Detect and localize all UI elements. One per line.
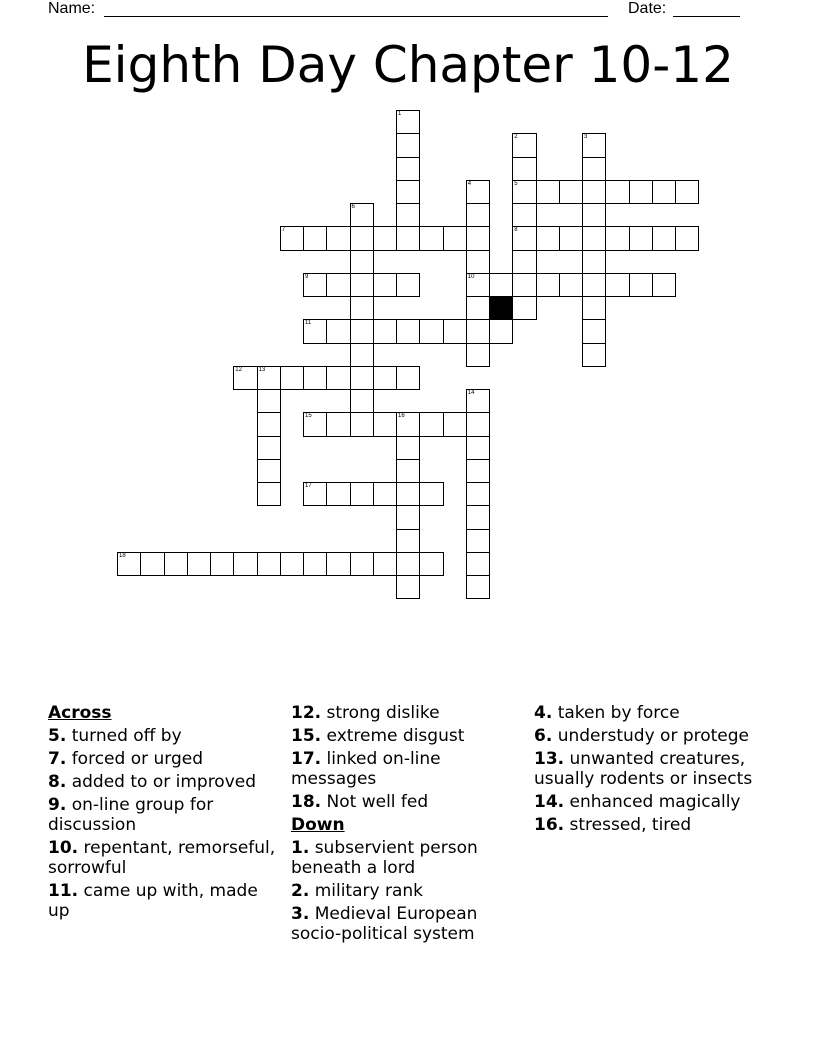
grid-cell[interactable] bbox=[466, 529, 490, 553]
grid-cell[interactable] bbox=[280, 366, 304, 390]
clue-item-text: taken by force bbox=[552, 703, 680, 723]
grid-cell[interactable] bbox=[350, 273, 374, 297]
grid-cell[interactable] bbox=[326, 482, 350, 506]
grid-cell[interactable] bbox=[396, 529, 420, 553]
grid-cell[interactable] bbox=[559, 180, 583, 204]
grid-cell[interactable] bbox=[466, 180, 490, 204]
clue-item bbox=[291, 792, 523, 812]
clue-item bbox=[48, 772, 280, 792]
clue-item bbox=[48, 749, 280, 769]
grid-cell[interactable] bbox=[443, 412, 467, 436]
clue-number: 5 bbox=[514, 180, 518, 187]
grid-cell[interactable] bbox=[489, 273, 513, 297]
grid-cell[interactable] bbox=[373, 412, 397, 436]
clue-item-number: 1. bbox=[291, 838, 310, 858]
grid-cell[interactable] bbox=[512, 133, 536, 157]
clue-item bbox=[291, 904, 523, 944]
clue-number: 12 bbox=[235, 366, 242, 373]
grid-cell[interactable] bbox=[582, 203, 606, 227]
grid-cell[interactable] bbox=[466, 575, 490, 599]
clue-number: 13 bbox=[258, 366, 266, 373]
grid-cell[interactable] bbox=[629, 273, 653, 297]
grid-cell[interactable] bbox=[373, 366, 397, 390]
grid-cell[interactable] bbox=[350, 296, 374, 320]
grid-cell[interactable] bbox=[512, 226, 536, 250]
clue-item-number: 9. bbox=[48, 795, 67, 815]
clue-item-number: 13. bbox=[534, 749, 565, 769]
grid-cell[interactable] bbox=[326, 366, 350, 390]
grid-cell[interactable] bbox=[396, 552, 420, 576]
grid-cell[interactable] bbox=[605, 180, 629, 204]
grid-cell[interactable] bbox=[536, 226, 560, 250]
grid-cell[interactable] bbox=[257, 412, 281, 436]
grid-cell[interactable] bbox=[303, 552, 327, 576]
across-heading: Across bbox=[48, 703, 112, 723]
grid-cell[interactable] bbox=[326, 319, 350, 343]
clue-item-text: enhanced magically bbox=[564, 792, 741, 812]
clue-item-text: military rank bbox=[309, 881, 423, 901]
grid-cell[interactable] bbox=[512, 296, 536, 320]
grid-cell[interactable] bbox=[303, 273, 327, 297]
grid-cell[interactable] bbox=[466, 296, 490, 320]
grid-cell[interactable] bbox=[466, 250, 490, 274]
grid-cell[interactable] bbox=[164, 552, 188, 576]
grid-cell[interactable] bbox=[512, 180, 536, 204]
grid-cell[interactable] bbox=[652, 226, 676, 250]
clue-item-number: 10. bbox=[48, 838, 79, 858]
grid-cell[interactable] bbox=[466, 226, 490, 250]
grid-cell[interactable] bbox=[233, 366, 257, 390]
grid-cell[interactable] bbox=[233, 552, 257, 576]
clue-item bbox=[291, 726, 523, 746]
grid-cell[interactable] bbox=[512, 157, 536, 181]
grid-cell[interactable] bbox=[187, 552, 211, 576]
clue-item-number: 11. bbox=[48, 881, 79, 901]
clue-item-text: added to or improved bbox=[66, 772, 257, 792]
grid-cell[interactable] bbox=[559, 273, 583, 297]
clue-item-text: forced or urged bbox=[66, 749, 204, 769]
clue-number: 15 bbox=[305, 413, 312, 420]
clue-item-text: stressed, tired bbox=[564, 815, 692, 835]
grid-cell[interactable] bbox=[536, 180, 560, 204]
clue-item bbox=[291, 838, 523, 878]
grid-cell[interactable] bbox=[582, 343, 606, 367]
grid-cell[interactable] bbox=[350, 389, 374, 413]
grid-cell[interactable] bbox=[419, 482, 443, 506]
grid-cell[interactable] bbox=[582, 296, 606, 320]
grid-cell[interactable] bbox=[396, 203, 420, 227]
grid-cell[interactable] bbox=[350, 319, 374, 343]
grid-cell[interactable] bbox=[652, 273, 676, 297]
clue-number: 7 bbox=[281, 227, 286, 234]
grid-cell[interactable] bbox=[396, 133, 420, 157]
clue-item bbox=[291, 881, 523, 901]
black-square bbox=[489, 296, 513, 320]
grid-cell[interactable] bbox=[257, 459, 281, 483]
grid-cell[interactable] bbox=[419, 226, 443, 250]
grid-cell[interactable] bbox=[536, 273, 560, 297]
grid-cell[interactable] bbox=[582, 133, 606, 157]
clue-item bbox=[48, 881, 280, 921]
grid-cell[interactable] bbox=[396, 157, 420, 181]
clue-item-text: understudy or protege bbox=[552, 726, 750, 746]
grid-cell[interactable] bbox=[443, 226, 467, 250]
clue-item-number: 5. bbox=[48, 726, 67, 746]
grid-cell[interactable] bbox=[373, 482, 397, 506]
grid-cell[interactable] bbox=[582, 319, 606, 343]
grid-cell[interactable] bbox=[257, 552, 281, 576]
clue-number: 16 bbox=[398, 413, 405, 420]
clue-item-text: linked on-line messages bbox=[291, 749, 441, 789]
grid-cell[interactable] bbox=[512, 250, 536, 274]
clue-item-text: Not well fed bbox=[321, 792, 429, 812]
grid-cell[interactable] bbox=[257, 366, 281, 390]
grid-cell[interactable] bbox=[396, 226, 420, 250]
grid-cell[interactable] bbox=[326, 226, 350, 250]
clue-item bbox=[534, 749, 774, 789]
clue-item-number: 14. bbox=[534, 792, 565, 812]
clue-item-text: came up with, made up bbox=[48, 881, 258, 921]
clue-item-number: 6. bbox=[534, 726, 553, 746]
clue-item bbox=[291, 703, 523, 723]
grid-cell[interactable] bbox=[582, 157, 606, 181]
grid-cell[interactable] bbox=[280, 226, 304, 250]
grid-cell[interactable] bbox=[396, 575, 420, 599]
grid-cell[interactable] bbox=[582, 180, 606, 204]
grid-cell[interactable] bbox=[350, 203, 374, 227]
grid-cell[interactable] bbox=[280, 552, 304, 576]
grid-cell[interactable] bbox=[512, 203, 536, 227]
grid-cell[interactable] bbox=[559, 226, 583, 250]
grid-cell[interactable] bbox=[396, 110, 420, 134]
grid-cell[interactable] bbox=[117, 552, 141, 576]
clue-item bbox=[534, 726, 774, 746]
clue-item-text: strong dislike bbox=[321, 703, 440, 723]
grid-cell[interactable] bbox=[466, 436, 490, 460]
grid-cell[interactable] bbox=[466, 552, 490, 576]
clue-item-text: Medieval European socio-political system bbox=[291, 904, 478, 944]
grid-cell[interactable] bbox=[350, 412, 374, 436]
grid-cell[interactable] bbox=[396, 482, 420, 506]
grid-cell[interactable] bbox=[675, 226, 699, 250]
clue-item-text: repentant, remorseful, sorrowful bbox=[48, 838, 276, 878]
clue-item-text: on-line group for discussion bbox=[48, 795, 214, 835]
grid-cell[interactable] bbox=[350, 226, 374, 250]
clue-item-number: 7. bbox=[48, 749, 67, 769]
clue-item bbox=[291, 749, 523, 789]
grid-cell[interactable] bbox=[350, 343, 374, 367]
grid-cell[interactable] bbox=[350, 250, 374, 274]
clue-number: 6 bbox=[351, 204, 355, 210]
clue-item-number: 12. bbox=[291, 703, 322, 723]
clue-item-number: 18. bbox=[291, 792, 322, 812]
clue-item-number: 3. bbox=[291, 904, 310, 924]
down-heading: Down bbox=[291, 815, 345, 835]
grid-cell[interactable] bbox=[257, 436, 281, 460]
grid-cell[interactable] bbox=[396, 459, 420, 483]
clue-item-number: 17. bbox=[291, 749, 322, 769]
grid-cell[interactable] bbox=[350, 552, 374, 576]
grid-cell[interactable] bbox=[373, 273, 397, 297]
grid-cell[interactable] bbox=[466, 319, 490, 343]
grid-cell[interactable] bbox=[396, 319, 420, 343]
clue-item bbox=[48, 838, 280, 878]
grid-cell[interactable] bbox=[396, 436, 420, 460]
clue-item bbox=[48, 795, 280, 835]
clue-item-text: extreme disgust bbox=[321, 726, 465, 746]
grid-cell[interactable] bbox=[350, 366, 374, 390]
grid-cell[interactable] bbox=[466, 459, 490, 483]
grid-cell[interactable] bbox=[326, 412, 350, 436]
date-label: Date: bbox=[628, 0, 667, 17]
grid-cell[interactable] bbox=[350, 482, 374, 506]
clue-number: 18 bbox=[119, 552, 126, 559]
clue-item-number: 16. bbox=[534, 815, 565, 835]
grid-cell[interactable] bbox=[303, 482, 327, 506]
clue-number: 8 bbox=[514, 227, 518, 234]
clue-item bbox=[534, 792, 774, 812]
grid-cell[interactable] bbox=[373, 226, 397, 250]
grid-cell[interactable] bbox=[582, 273, 606, 297]
name-label: Name: bbox=[48, 0, 96, 17]
grid-cell[interactable] bbox=[582, 226, 606, 250]
grid-cell[interactable] bbox=[257, 482, 281, 506]
clue-item-number: 15. bbox=[291, 726, 322, 746]
grid-cell[interactable] bbox=[652, 180, 676, 204]
page-title: Eighth Day Chapter 10-12 bbox=[82, 36, 734, 94]
clue-number: 2 bbox=[514, 134, 518, 141]
clue-number: 3 bbox=[584, 134, 588, 141]
grid-cell[interactable] bbox=[489, 319, 513, 343]
clue-item-number: 2. bbox=[291, 881, 310, 901]
grid-cell[interactable] bbox=[582, 250, 606, 274]
grid-cell[interactable] bbox=[303, 226, 327, 250]
grid-cell[interactable] bbox=[396, 273, 420, 297]
grid-cell[interactable] bbox=[419, 412, 443, 436]
clue-item-number: 8. bbox=[48, 772, 67, 792]
grid-cell[interactable] bbox=[373, 552, 397, 576]
grid-cell[interactable] bbox=[605, 226, 629, 250]
grid-cell[interactable] bbox=[629, 226, 653, 250]
grid-cell[interactable] bbox=[466, 343, 490, 367]
clue-item-text: turned off by bbox=[66, 726, 182, 746]
clue-number: 17 bbox=[305, 483, 312, 489]
grid-cell[interactable] bbox=[419, 319, 443, 343]
grid-cell[interactable] bbox=[675, 180, 699, 204]
grid-cell[interactable] bbox=[466, 482, 490, 506]
grid-cell[interactable] bbox=[396, 505, 420, 529]
grid-cell[interactable] bbox=[466, 505, 490, 529]
grid-cell[interactable] bbox=[466, 203, 490, 227]
clue-item bbox=[534, 703, 774, 723]
clue-item-text: subservient person beneath a lord bbox=[291, 838, 478, 878]
grid-cell[interactable] bbox=[303, 412, 327, 436]
grid-cell[interactable] bbox=[396, 412, 420, 436]
clue-number: 11 bbox=[305, 320, 312, 327]
grid-cell[interactable] bbox=[443, 319, 467, 343]
clue-number: 9 bbox=[305, 273, 309, 280]
grid-cell[interactable] bbox=[326, 273, 350, 297]
clue-item bbox=[534, 815, 774, 835]
clue-item-text: unwanted creatures, usually rodents or insects bbox=[534, 749, 753, 789]
grid-cell[interactable] bbox=[257, 389, 281, 413]
clue-number: 1 bbox=[398, 111, 402, 117]
grid-cell[interactable] bbox=[210, 552, 234, 576]
clue-item-number: 4. bbox=[534, 703, 553, 723]
grid-cell[interactable] bbox=[466, 389, 490, 413]
grid-cell[interactable] bbox=[512, 273, 536, 297]
grid-cell[interactable] bbox=[303, 319, 327, 343]
grid-cell[interactable] bbox=[140, 552, 164, 576]
grid-cell[interactable] bbox=[373, 319, 397, 343]
grid-cell[interactable] bbox=[605, 273, 629, 297]
grid-cell[interactable] bbox=[629, 180, 653, 204]
clue-number: 10 bbox=[467, 273, 475, 280]
grid-cell[interactable] bbox=[396, 366, 420, 390]
grid-cell[interactable] bbox=[466, 412, 490, 436]
clue-item bbox=[48, 726, 280, 746]
clue-column-3 bbox=[534, 703, 774, 838]
clue-number: 4 bbox=[467, 180, 472, 187]
clue-number: 14 bbox=[467, 390, 475, 396]
clue-column-2 bbox=[291, 703, 523, 947]
grid-cell[interactable] bbox=[303, 366, 327, 390]
grid-cell[interactable] bbox=[326, 552, 350, 576]
grid-cell[interactable] bbox=[419, 552, 443, 576]
clue-column-1 bbox=[48, 703, 280, 924]
grid-cell[interactable] bbox=[466, 273, 490, 297]
grid-cell[interactable] bbox=[396, 180, 420, 204]
